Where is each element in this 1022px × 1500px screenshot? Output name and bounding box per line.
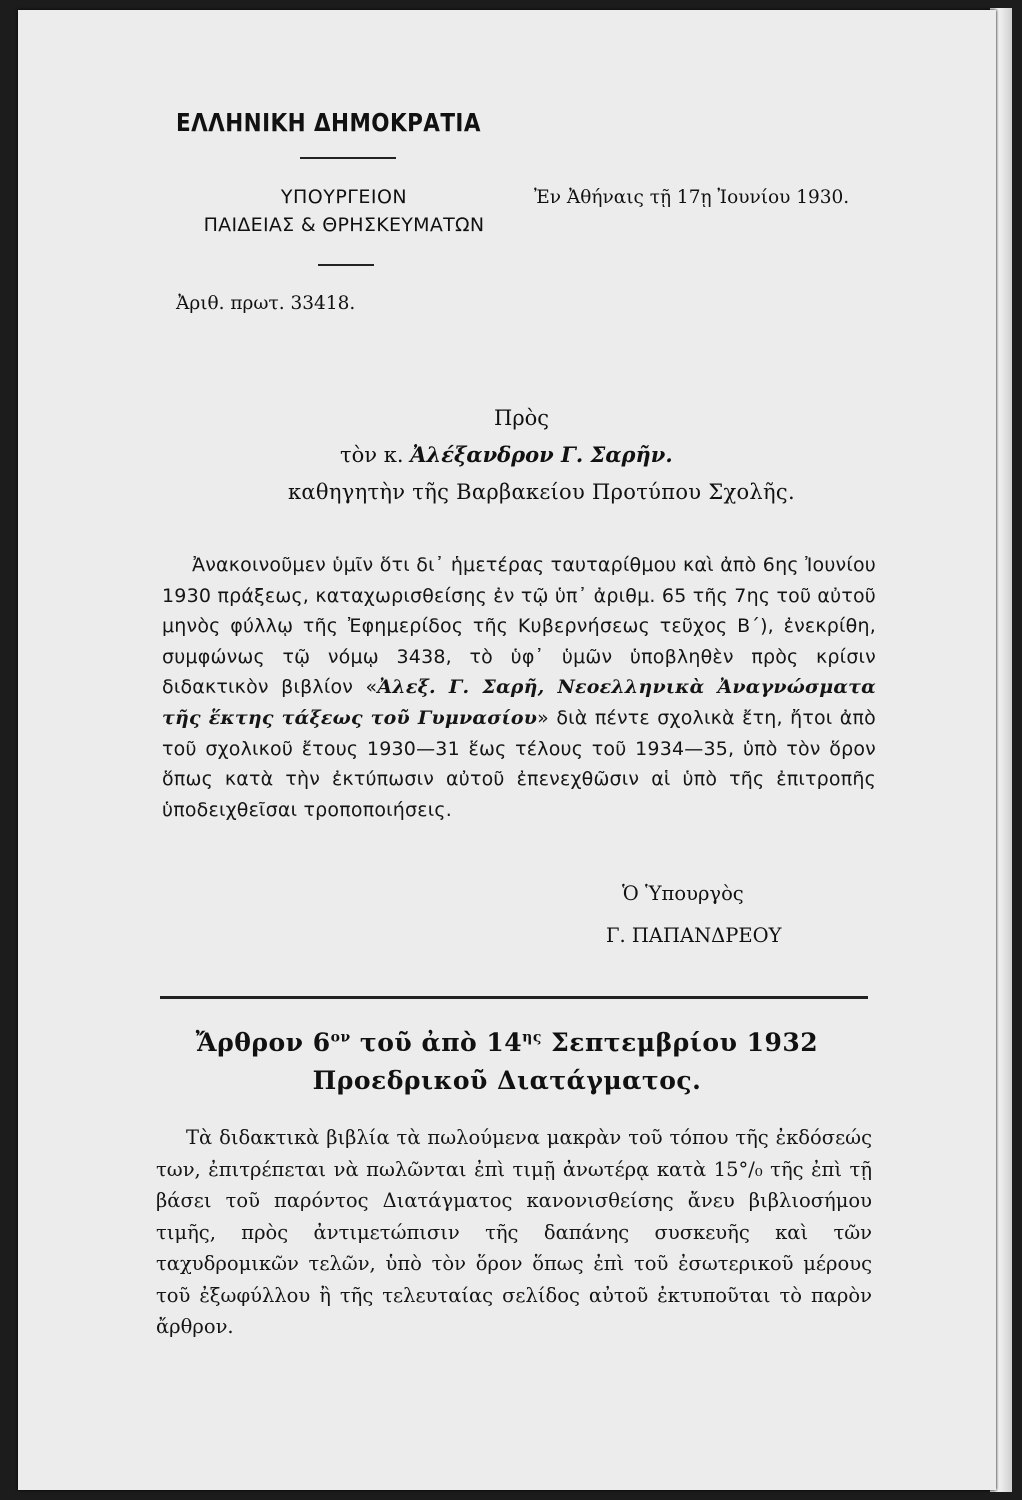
article-heading-line1 bbox=[18, 1028, 996, 1057]
letter-text-part1: Ἀνακοινοῦμεν ὑμῖν ὅτι δι᾽ ἡμετέρας ταυταρίθμου καὶ ἀπὸ 6ης Ἰουνίου 1930 πράξεως, καταχωρισθείσης ἐν τῷ ὑπ᾽ ἀριθμ. 65 τῆς 7ης τοῦ αὐτοῦ μηνὸς φύλλῳ τῆς Ἐφημερίδος τῆς Κυβερνήσεως τεῦχος Β΄), ἐνεκρίθη, συμφώνως τῷ νόμῳ 3438, τὸ ὑφ᾽ ὑμῶν ὑποβληθὲν πρὸς κρίσιν διδακτικὸν βιβλίον « bbox=[162, 554, 876, 699]
protocol-number: Ἀριθ. πρωτ. 33418. bbox=[176, 293, 356, 314]
heading-part-a: Ἄρθρον 6 bbox=[195, 1028, 331, 1057]
addressee-title: καθηγητὴν τῆς Βαρβακείου Προτύπου Σχολῆς. bbox=[288, 480, 795, 504]
addressee-pros: Πρὸς bbox=[494, 406, 550, 430]
heading-part-b: τοῦ ἀπὸ 14 bbox=[350, 1028, 523, 1057]
addressee-fullname: Ἀλέξανδρον Γ. Σαρῆν. bbox=[410, 442, 673, 467]
heading-sup1: ον bbox=[330, 1029, 351, 1046]
book-title: Ἀλεξ. Γ. Σαρῆ, Νεοελληνικὰ Ἀναγνώσματα τῆς ἕκτης τάξεως τοῦ Γυμνασίου bbox=[162, 676, 876, 729]
article-heading-line2: Προεδρικοῦ Διατάγματος. bbox=[312, 1066, 702, 1095]
header-divider-1 bbox=[300, 157, 396, 159]
heading-part-c: Σεπτεμβρίου 1932 bbox=[541, 1028, 819, 1057]
article-text: Τὰ διδακτικὰ βιβλία τὰ πωλούμενα μακρὰν τοῦ τόπου τῆς ἐκδόσεώς των, ἐπιτρέπεται νὰ πωλῶνται ἐπὶ τιμῇ ἀνωτέρᾳ κατὰ 15°/₀ τῆς ἐπὶ τῇ βάσει τοῦ παρόντος Διατάγματος κανονισθείσης ἄνευ βιβλιοσήμου τιμῆς, πρὸς ἀντιμετώπισιν τῆς δαπάνης συσκευῆς καὶ τῶν ταχυδρομικῶν τελῶν, ὑπὸ τὸν ὅρον ὅπως ἐπὶ τοῦ ἐσωτερικοῦ μέρους τοῦ ἐξωφύλλου ἢ τῆς τελευταίας σελίδος αὐτοῦ ἐκτυποῦται τὸ παρὸν ἄρθρον. bbox=[156, 1126, 872, 1338]
ministry-name-line1: ΥΠΟΥΡΓΕΙΟΝ bbox=[280, 186, 408, 208]
addressee-prefix: τὸν κ. bbox=[340, 443, 404, 467]
ministry-name-line2: ΠΑΙΔΕΙΑΣ & ΘΡΗΣΚΕΥΜΑΤΩΝ bbox=[203, 214, 485, 236]
letter-text-part2: » διὰ πέντε σχολικὰ ἔτη, ἤτοι ἀπὸ τοῦ σχολικοῦ ἔτους 1930—31 ἕως τέλους τοῦ 1934—35, ὑπὸ τὸν ὅρον ὅπως κατὰ τὴν ἐκτύπωσιν αὐτοῦ ἐπενεχθῶσιν αἱ ὑπὸ τῆς ἐπιτροπῆς ὑποδειχθεῖσαι τροποποιήσεις. bbox=[162, 706, 876, 821]
addressee-name bbox=[340, 442, 673, 467]
signature-title: Ὁ Ὑπουργὸς bbox=[622, 882, 744, 905]
letter-date: Ἐν Ἀθήναις τῇ 17ῃ Ἰουνίου 1930. bbox=[534, 187, 850, 208]
heading-sup2: ης bbox=[522, 1029, 542, 1046]
republic-heading: ΕΛΛΗΝΙΚΗ ΔΗΜΟΚΡΑΤΙΑ bbox=[176, 108, 481, 137]
header-divider-2 bbox=[318, 264, 374, 266]
letter-body bbox=[162, 550, 876, 825]
section-divider bbox=[160, 996, 868, 999]
signature-name: Γ. ΠΑΠΑΝΔΡΕΟΥ bbox=[606, 924, 782, 947]
